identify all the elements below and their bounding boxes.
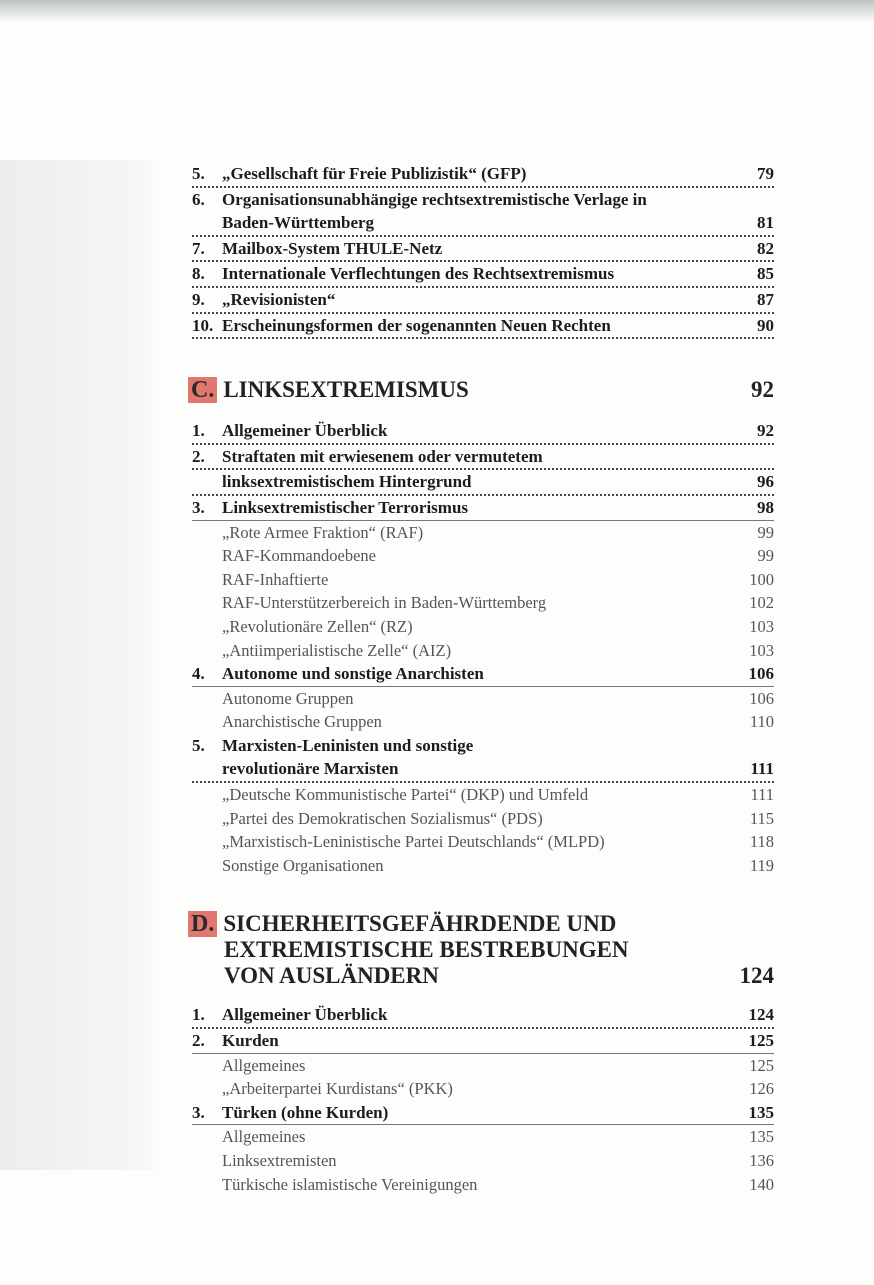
toc-entry-b7[interactable] [192, 237, 774, 263]
section-letter-badge: C. [188, 377, 217, 403]
entry-page: 124 [748, 1005, 774, 1025]
section-title-line2: EXTREMISTISCHE BESTREBUNGEN [224, 937, 629, 963]
toc-entry-c2-line2[interactable] [192, 470, 774, 496]
subentry-page: 103 [749, 640, 774, 660]
entry-title: Internationale Verflechtungen des Rechtsextremismus [222, 264, 615, 284]
section-letter-badge: D. [188, 911, 217, 937]
entry-page: 90 [757, 315, 774, 335]
entry-title: Linksextremistischer Terrorismus [222, 497, 469, 517]
table-of-contents [192, 162, 774, 1196]
toc-subentry[interactable] [192, 1149, 774, 1173]
subentry-page: 99 [757, 546, 774, 566]
toc-entry-d1[interactable] [192, 1003, 774, 1029]
toc-entry-c3[interactable] [192, 496, 774, 521]
toc-entry-c1[interactable] [192, 419, 774, 445]
toc-entry-b8[interactable] [192, 262, 774, 288]
subentry-page: 140 [749, 1174, 774, 1194]
toc-entry-d2[interactable] [192, 1029, 774, 1054]
subentry-page: 126 [749, 1079, 774, 1099]
entry-title: Autonome und sonstige Anarchisten [222, 664, 484, 684]
toc-entry-d3[interactable] [192, 1101, 774, 1126]
entry-number: 1. [192, 421, 205, 441]
subentry-title: Allgemeines [222, 1055, 306, 1075]
subentry-page: 106 [749, 688, 774, 708]
entry-number: 5. [192, 735, 205, 755]
toc-entry-c4[interactable] [192, 662, 774, 687]
subentry-title: RAF-Kommandoebene [222, 546, 376, 566]
toc-subentry[interactable] [192, 1125, 774, 1149]
page-shadow-margin [0, 160, 160, 1170]
toc-subentry[interactable] [192, 639, 774, 663]
toc-subentry[interactable] [192, 544, 774, 568]
subentry-page: 110 [749, 712, 774, 732]
entry-page: 81 [757, 213, 774, 233]
subentry-title: „Marxistisch-Leninistische Partei Deutschlands“ (MLPD) [222, 832, 605, 852]
toc-entry-c5-line2[interactable] [192, 757, 774, 783]
entry-title-cont: linksextremistischem Hintergrund [222, 472, 472, 492]
subentry-page: 102 [749, 593, 774, 613]
subentry-page: 115 [749, 808, 774, 828]
toc-entry-c2-line1[interactable] [192, 445, 774, 471]
entry-number: 1. [192, 1005, 205, 1025]
entry-title: „Revisionisten“ [222, 289, 336, 309]
entry-page: 125 [748, 1031, 774, 1051]
subentry-page: 136 [749, 1151, 774, 1170]
entry-page: 96 [757, 472, 774, 492]
entry-number: 3. [192, 1102, 205, 1122]
subentry-title: RAF-Unterstützerbereich in Baden-Württemberg [222, 593, 547, 613]
toc-subentry[interactable] [192, 1054, 774, 1078]
entry-page: 106 [748, 664, 774, 684]
toc-subentry[interactable] [192, 521, 774, 545]
subentry-page: 125 [749, 1055, 774, 1075]
entry-page: 98 [757, 497, 774, 517]
entry-title: Kurden [222, 1031, 279, 1051]
entry-title: Erscheinungsformen der sogenannten Neuen Rechten [222, 315, 611, 335]
entry-page: 85 [757, 264, 774, 284]
toc-subentry[interactable] [192, 710, 774, 734]
entry-title: Marxisten-Leninisten und sonstige [222, 735, 474, 755]
subentry-page: 100 [749, 569, 774, 589]
toc-subentry[interactable] [192, 1173, 774, 1197]
entry-page: 79 [757, 164, 774, 183]
subentry-page: 111 [750, 785, 774, 805]
subentry-title: Anarchistische Gruppen [222, 712, 382, 732]
subentry-title: „Partei des Demokratischen Sozialismus“ (PDS) [222, 808, 543, 828]
entry-title: Allgemeiner Überblick [222, 1005, 388, 1025]
section-title-line1: SICHERHEITSGEFÄHRDENDE UND [223, 911, 617, 937]
entry-number: 2. [192, 1031, 205, 1051]
entry-page: 92 [757, 421, 774, 441]
toc-entry-b10[interactable] [192, 314, 774, 340]
entry-number: 8. [192, 264, 205, 284]
entry-number: 6. [192, 189, 205, 209]
entry-page: 87 [757, 289, 774, 309]
subentry-page: 99 [757, 522, 774, 542]
subentry-title: „Deutsche Kommunistische Partei“ (DKP) und Umfeld [222, 785, 589, 805]
entry-title: Allgemeiner Überblick [222, 421, 388, 441]
section-heading-d[interactable] [188, 911, 774, 989]
subentry-page: 119 [749, 855, 774, 875]
section-page: 92 [751, 377, 774, 403]
subentry-title: „Antiimperialistische Zelle“ (AIZ) [222, 640, 452, 660]
entry-title-cont: revolutionäre Marxisten [222, 759, 399, 779]
subentry-title: Autonome Gruppen [222, 688, 354, 708]
toc-entry-b5[interactable] [192, 162, 774, 188]
toc-subentry[interactable] [192, 854, 774, 878]
subentry-title: „Arbeiterpartei Kurdistans“ (PKK) [222, 1079, 453, 1099]
subentry-page: 118 [749, 832, 774, 852]
entry-number: 7. [192, 238, 205, 258]
entry-title: Straftaten mit erwiesenem oder vermutetem [222, 446, 543, 466]
entry-title-cont: Baden-Württemberg [222, 213, 375, 233]
subentry-page: 135 [749, 1127, 774, 1147]
entry-title: „Gesellschaft für Freie Publizistik“ (GFP) [222, 164, 527, 183]
subentry-page: 103 [749, 616, 774, 636]
entry-number: 2. [192, 446, 205, 466]
toc-subentry[interactable] [192, 568, 774, 592]
toc-subentry[interactable] [192, 615, 774, 639]
entry-page: 111 [750, 759, 774, 779]
toc-entry-b6-line1[interactable] [192, 188, 774, 212]
subentry-title: Linksextremisten [222, 1151, 337, 1170]
section-heading-c[interactable] [188, 377, 774, 403]
toc-subentry[interactable] [192, 807, 774, 831]
subentry-title: Allgemeines [222, 1127, 306, 1147]
entry-number: 5. [192, 164, 205, 183]
entry-page: 82 [757, 238, 774, 258]
entry-page: 135 [748, 1102, 774, 1122]
toc-entry-b9[interactable] [192, 288, 774, 314]
entry-title: Mailbox-System THULE-Netz [222, 238, 443, 258]
toc-subentry[interactable] [192, 1077, 774, 1101]
subentry-title: Türkische islamistische Vereinigungen [222, 1174, 478, 1194]
section-title-line3: VON AUSLÄNDERN [224, 963, 439, 989]
entry-title: Organisationsunabhängige rechtsextremistische Verlage in [222, 189, 647, 209]
toc-subentry[interactable] [192, 687, 774, 711]
section-page: 124 [739, 963, 774, 989]
toc-entry-b6-line2[interactable] [192, 211, 774, 237]
subentry-title: RAF-Inhaftierte [222, 569, 329, 589]
entry-number: 4. [192, 664, 205, 684]
scan-top-edge [0, 0, 874, 22]
entry-title: Türken (ohne Kurden) [222, 1102, 389, 1122]
toc-subentry[interactable] [192, 830, 774, 854]
entry-number: 3. [192, 497, 205, 517]
toc-entry-c5-line1[interactable] [192, 734, 774, 758]
toc-subentry[interactable] [192, 783, 774, 807]
subentry-title: Sonstige Organisationen [222, 855, 384, 875]
subentry-title: „Revolutionäre Zellen“ (RZ) [222, 616, 413, 636]
subentry-title: „Rote Armee Fraktion“ (RAF) [222, 522, 424, 542]
section-title: LINKSEXTREMISMUS [223, 377, 469, 403]
entry-number: 10. [192, 315, 214, 335]
toc-subentry[interactable] [192, 591, 774, 615]
entry-number: 9. [192, 289, 205, 309]
